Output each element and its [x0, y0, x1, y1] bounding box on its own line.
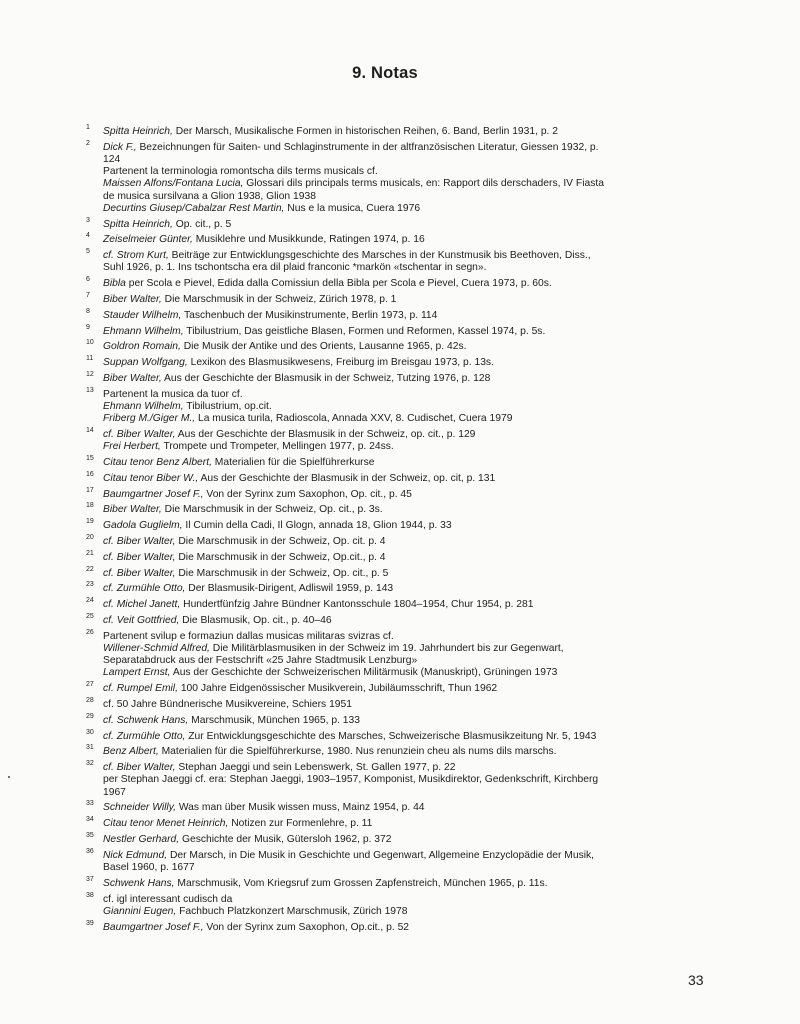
note-number: 33	[86, 800, 94, 808]
note-line	[103, 878, 716, 890]
notes-list	[86, 126, 716, 934]
note-line	[103, 802, 716, 814]
note-number: 22	[86, 565, 94, 573]
note-line	[103, 429, 716, 441]
note-item	[86, 696, 716, 711]
note-number: 8	[86, 307, 90, 315]
note-line	[103, 715, 716, 727]
note-number: 35	[86, 831, 94, 839]
note-number: 38	[86, 891, 94, 899]
note-author: cf. Zurmühle Otto,	[103, 730, 186, 742]
note-line	[103, 850, 716, 862]
note-author: Schneider Willy,	[103, 802, 176, 814]
note-author: cf. Biber Walter,	[103, 428, 176, 440]
note-line	[103, 834, 716, 846]
note-item	[86, 250, 716, 274]
note-text: Aus der Geschichte der Blasmusik in der Schweiz, op. cit., p. 129	[175, 428, 476, 440]
note-text: Hundertfünfzig Jahre Bündner Kantonsschule 1804–1954, Chur 1954, p. 281	[180, 599, 534, 611]
note-author: Lampert Ernst,	[103, 667, 171, 679]
note-line	[103, 441, 716, 453]
note-text: Die Marschmusik in der Schweiz, Op.cit., p. 4	[175, 551, 386, 563]
note-number: 1	[86, 124, 90, 131]
note-line	[103, 583, 716, 595]
note-item	[86, 802, 716, 814]
note-text: Die Marschmusik in der Schweiz, Zürich 1978, p. 1	[161, 294, 397, 305]
note-text: Der Marsch, Musikalische Formen in historischen Reihen, 6. Band, Berlin 1931, p. 2	[172, 126, 558, 137]
note-number: 31	[86, 744, 94, 752]
note-author: Spitta Heinrich,	[103, 218, 173, 230]
note-number: 32	[86, 760, 94, 768]
note-line	[103, 818, 716, 830]
note-author: Ehmann Wilhelm,	[103, 325, 184, 337]
note-text: Trompete und Trompeter, Mellingen 1977, p. 24ss.	[160, 441, 394, 453]
note-text: Musiklehre und Musikkunde, Ratingen 1974, p. 16	[192, 234, 425, 246]
note-line	[103, 262, 716, 274]
note-line	[103, 699, 716, 711]
note-text: Partenent la musica da tuor cf.	[103, 388, 243, 400]
note-number: 37	[86, 875, 94, 883]
note-text: Marschmusik, Vom Kriegsruf zum Grossen Zapfenstreich, München 1965, p. 11s.	[174, 877, 548, 889]
note-line	[103, 278, 716, 290]
note-line	[103, 219, 716, 231]
note-number: 30	[86, 728, 94, 736]
note-text: 124	[103, 154, 121, 165]
note-text: per Scola e Pievel, Edida dalla Comissiun della Bibla per Scola e Pievel, Cuera 1973, p. 60s.	[125, 278, 552, 290]
note-text: Il Cumin della Cadi, Il Glogn, annada 18, Glion 1944, p. 33	[182, 520, 452, 532]
note-author: Citau tenor Benz Albert,	[103, 456, 212, 468]
note-item	[86, 386, 716, 426]
note-item	[86, 628, 716, 680]
note-author: cf. Schwenk Hans,	[103, 714, 189, 726]
note-line	[103, 536, 716, 548]
note-number: 12	[86, 370, 94, 378]
note-author: Biber Walter,	[103, 294, 162, 305]
note-number: 5	[86, 248, 90, 256]
note-line	[103, 310, 716, 322]
note-line	[103, 473, 716, 485]
note-author: cf. Biber Walter,	[103, 762, 176, 774]
note-author: Citau tenor Menet Heinrich,	[103, 818, 229, 830]
note-author: Willener-Schmid Alfred,	[103, 642, 210, 654]
note-number: 36	[86, 847, 94, 855]
note-author: Maissen Alfons/Fontana Lucia,	[103, 178, 244, 190]
note-line	[103, 552, 716, 564]
note-line	[103, 615, 716, 627]
note-line	[103, 568, 716, 580]
note-item	[86, 875, 716, 890]
note-line	[103, 413, 716, 425]
note-author: Suppan Wolfgang,	[103, 357, 188, 369]
note-text: Separatabdruck aus der Festschrift «25 Jahre Stadtmusik Lenzburg»	[103, 655, 418, 667]
note-item	[86, 454, 716, 469]
note-number: 6	[86, 276, 90, 284]
note-number: 19	[86, 518, 94, 526]
note-number: 9	[86, 323, 90, 331]
note-line	[103, 731, 716, 743]
note-number: 28	[86, 696, 94, 704]
note-item	[86, 486, 716, 501]
note-line	[103, 683, 716, 695]
note-text: Was man über Musik wissen muss, Mainz 1954, p. 44	[175, 802, 425, 814]
note-number: 3	[86, 216, 90, 224]
note-item	[86, 294, 716, 306]
note-item	[86, 683, 716, 695]
note-line	[103, 631, 716, 643]
note-line	[103, 457, 716, 469]
note-author: Baumgartner Josef F.,	[103, 488, 204, 500]
note-item	[86, 504, 716, 516]
note-item	[86, 599, 716, 611]
note-line	[103, 203, 716, 215]
note-author: cf. Strom Kurt,	[103, 250, 169, 262]
note-line	[103, 178, 716, 190]
note-number: 18	[86, 502, 94, 510]
note-number: 20	[86, 533, 94, 541]
note-line	[103, 250, 716, 262]
note-line	[103, 787, 716, 799]
note-text: Die Militärblasmusiken in der Schweiz im 19. Jahrhundert bis zur Gegenwart,	[209, 642, 564, 654]
note-line	[103, 341, 716, 353]
note-number: 10	[86, 339, 94, 347]
note-text: Der Blasmusik-Dirigent, Adliswil 1959, p. 143	[185, 583, 394, 595]
note-line	[103, 294, 716, 306]
note-number: 17	[86, 486, 94, 494]
note-number: 16	[86, 470, 94, 478]
note-text: Der Marsch, in Die Musik in Geschichte und Gegenwart, Allgemeine Enzyclopädie der Musik,	[167, 849, 595, 861]
note-text: Die Marschmusik in der Schweiz, Op. cit. p. 4	[175, 535, 386, 547]
note-author: Schwenk Hans,	[103, 877, 175, 889]
note-number: 23	[86, 581, 94, 589]
note-line	[103, 154, 716, 166]
note-item	[86, 919, 716, 934]
note-author: Spitta Heinrich,	[103, 126, 173, 137]
note-line	[103, 489, 716, 501]
note-number: 29	[86, 712, 94, 720]
note-author: cf. Biber Walter,	[103, 567, 176, 579]
note-author: Decurtins Giusep/Cabalzar Rest Martin,	[103, 202, 285, 214]
note-text: Nus e la musica, Cuera 1976	[284, 202, 421, 214]
note-number: 34	[86, 816, 94, 824]
note-line	[103, 599, 716, 611]
note-item	[86, 470, 716, 485]
note-line	[103, 643, 716, 655]
note-author: cf. Biber Walter,	[103, 551, 176, 563]
note-line	[103, 389, 716, 401]
note-item	[86, 891, 716, 918]
note-item	[86, 520, 716, 532]
note-item	[86, 818, 716, 830]
note-item	[86, 139, 716, 215]
note-line	[103, 520, 716, 532]
note-text: Fachbuch Platzkonzert Marschmusik, Zürich 1978	[176, 905, 408, 917]
note-line	[103, 746, 716, 758]
note-author: cf. Michel Janett,	[103, 599, 181, 611]
note-item	[86, 728, 716, 743]
note-text: Lexikon des Blasmusikwesens, Freiburg im Breisgau 1973, p. 13s.	[187, 357, 494, 369]
note-author: Bibla	[103, 278, 126, 290]
note-author: Biber Walter,	[103, 372, 162, 384]
note-text: Taschenbuch der Musikinstrumente, Berlin 1973, p. 114	[181, 309, 438, 321]
note-line	[103, 166, 716, 178]
note-item	[86, 370, 716, 385]
note-line	[103, 504, 716, 516]
note-item	[86, 612, 716, 627]
note-line	[103, 234, 716, 246]
note-text: Die Musik der Antike und des Orients, Lausanne 1965, p. 42s.	[180, 341, 467, 353]
note-text: Bezeichnungen für Saiten- und Schlaginstrumente in der altfranzösischen Literatur, Giessen 1932, p.	[136, 141, 599, 153]
note-line	[103, 894, 716, 906]
note-line	[103, 774, 716, 786]
note-line	[103, 373, 716, 385]
note-text: La musica turila, Radioscola, Annada XXV, 8. Cudischet, Cuera 1979	[195, 413, 513, 425]
note-item	[86, 216, 716, 231]
note-number: 11	[86, 355, 94, 363]
note-line	[103, 906, 716, 918]
note-number: 26	[86, 628, 94, 636]
note-text: Op. cit., p. 5	[172, 218, 232, 230]
note-item	[86, 278, 716, 290]
note-author: Ehmann Wilhelm,	[103, 400, 184, 412]
note-number: 21	[86, 549, 94, 557]
note-author: Citau tenor Biber W.,	[103, 472, 199, 484]
note-text: Partenent svilup e formaziun dallas musicas militaras svizras cf.	[103, 630, 394, 642]
note-item	[86, 126, 716, 138]
note-item	[86, 831, 716, 846]
note-line	[103, 326, 716, 338]
note-author: cf. Biber Walter,	[103, 535, 176, 547]
note-author: Frei Herbert,	[103, 441, 161, 453]
note-text: Die Blasmusik, Op. cit., p. 40–46	[179, 614, 332, 626]
note-text: Partenent la terminologia romontscha dils terms musicals cf.	[103, 166, 378, 178]
note-number: 27	[86, 681, 94, 689]
note-text: de musica sursilvana a Glion 1938, Glion 1938	[103, 190, 316, 202]
note-item	[86, 847, 716, 874]
note-item	[86, 712, 716, 727]
page-number: 33	[688, 972, 704, 988]
note-number: 25	[86, 612, 94, 620]
note-line	[103, 142, 716, 154]
note-number: 2	[86, 139, 90, 147]
note-text: Aus der Geschichte der Blasmusik in der Schweiz, op. cit, p. 131	[198, 472, 496, 484]
note-item	[86, 234, 716, 246]
note-text: Aus der Geschichte der Schweizerischen Militärmusik (Manuskript), Grüningen 1973	[170, 667, 558, 679]
note-text: Von der Syrinx zum Saxophon, Op. cit., p. 45	[203, 488, 412, 500]
note-text: Die Marschmusik in der Schweiz, Op. cit., p. 5	[175, 567, 389, 579]
note-text: Zur Entwicklungsgeschichte des Marsches, Schweizerische Blasmusikzeitung Nr. 5, 1943	[185, 730, 597, 742]
note-line	[103, 357, 716, 369]
note-author: Biber Walter,	[103, 504, 162, 516]
note-text: Glossari dils principals terms musicals, en: Rapport dils derschaders, IV Fiasta	[243, 178, 604, 190]
note-author: cf. Rumpel Emil,	[103, 683, 178, 695]
note-item	[86, 323, 716, 338]
note-author: Gadola Guglielm,	[103, 520, 183, 532]
note-author: cf. Veit Gottfried,	[103, 614, 180, 626]
note-item	[86, 357, 716, 369]
note-text: Materialien für die Spielführerkurse, 1980. Nus renunziein cheu als nums dils marschs.	[158, 746, 557, 758]
note-author: cf. Zurmühle Otto,	[103, 583, 186, 595]
note-text: Aus der Geschichte der Blasmusik in der Schweiz, Tutzing 1976, p. 128	[161, 372, 491, 384]
note-text: Suhl 1926, p. 1. Ins tschontscha era dil plaid franconic *markön «tschentar in segn».	[103, 262, 487, 274]
note-line	[103, 762, 716, 774]
note-item	[86, 746, 716, 758]
note-text: Von der Syrinx zum Saxophon, Op.cit., p. 52	[203, 921, 410, 933]
note-number: 39	[86, 919, 94, 927]
note-item	[86, 426, 716, 453]
note-number: 24	[86, 597, 94, 605]
note-author: Nick Edmund,	[103, 849, 168, 861]
note-text: Notizen zur Formenlehre, p. 11	[228, 818, 373, 830]
note-text: Marschmusik, München 1965, p. 133	[188, 714, 360, 726]
note-author: Dick F.,	[103, 141, 137, 153]
note-item	[86, 307, 716, 322]
page-title: 9. Notas	[352, 64, 418, 82]
note-line	[103, 667, 716, 679]
note-author: Benz Albert,	[103, 746, 159, 758]
note-line	[103, 655, 716, 667]
note-line	[103, 862, 716, 874]
note-text: Beiträge zur Entwicklungsgeschichte des Marsches in der Kunstmusik bis Beethoven, Diss.,	[168, 250, 591, 262]
note-author: Baumgartner Josef F.,	[103, 921, 204, 933]
margin-dot	[8, 776, 10, 778]
note-author: Goldron Romain,	[103, 341, 181, 353]
note-item	[86, 549, 716, 564]
note-text: Tibilustrium, op.cit.	[183, 400, 272, 412]
note-number: 15	[86, 454, 94, 462]
note-line	[103, 126, 716, 138]
note-text: cf. igl interessant cudisch da	[103, 893, 233, 905]
note-item	[86, 583, 716, 595]
note-line	[103, 922, 716, 934]
note-text: Die Marschmusik in der Schweiz, Op. cit., p. 3s.	[161, 504, 383, 516]
note-item	[86, 762, 716, 799]
note-author: Friberg M./Giger M.,	[103, 413, 196, 425]
note-number: 4	[86, 232, 90, 240]
note-author: Nestler Gerhard,	[103, 833, 180, 845]
note-line	[103, 401, 716, 413]
note-text: Stephan Jaeggi und sein Lebenswerk, St. Gallen 1977, p. 22	[175, 762, 456, 774]
note-number: 13	[86, 386, 94, 394]
note-text: 1967	[103, 786, 126, 798]
note-author: Stauder Wilhelm,	[103, 309, 182, 321]
note-text: 100 Jahre Eidgenössischer Musikverein, Jubiläumsschrift, Thun 1962	[177, 683, 498, 695]
note-text: Materialien für die Spielführerkurse	[211, 456, 375, 468]
note-item	[86, 533, 716, 548]
note-text: Geschichte der Musik, Gütersloh 1962, p. 372	[179, 833, 392, 845]
note-item	[86, 341, 716, 353]
note-author: Giannini Eugen,	[103, 905, 177, 917]
note-text: Tibilustrium, Das geistliche Blasen, Formen und Reformen, Kassel 1974, p. 5s.	[183, 325, 546, 337]
note-number: 14	[86, 426, 94, 434]
note-text: Basel 1960, p. 1677	[103, 861, 195, 873]
note-number: 7	[86, 292, 90, 299]
note-author: Zeiselmeier Günter,	[103, 234, 193, 246]
note-text: cf. 50 Jahre Bündnerische Musikvereine, Schiers 1951	[103, 698, 352, 710]
note-line	[103, 191, 716, 203]
note-text: per Stephan Jaeggi cf. era: Stephan Jaeggi, 1903–1957, Komponist, Musikdirektor, Gedenkschrift, Kirchberg	[103, 774, 599, 786]
note-item	[86, 565, 716, 580]
